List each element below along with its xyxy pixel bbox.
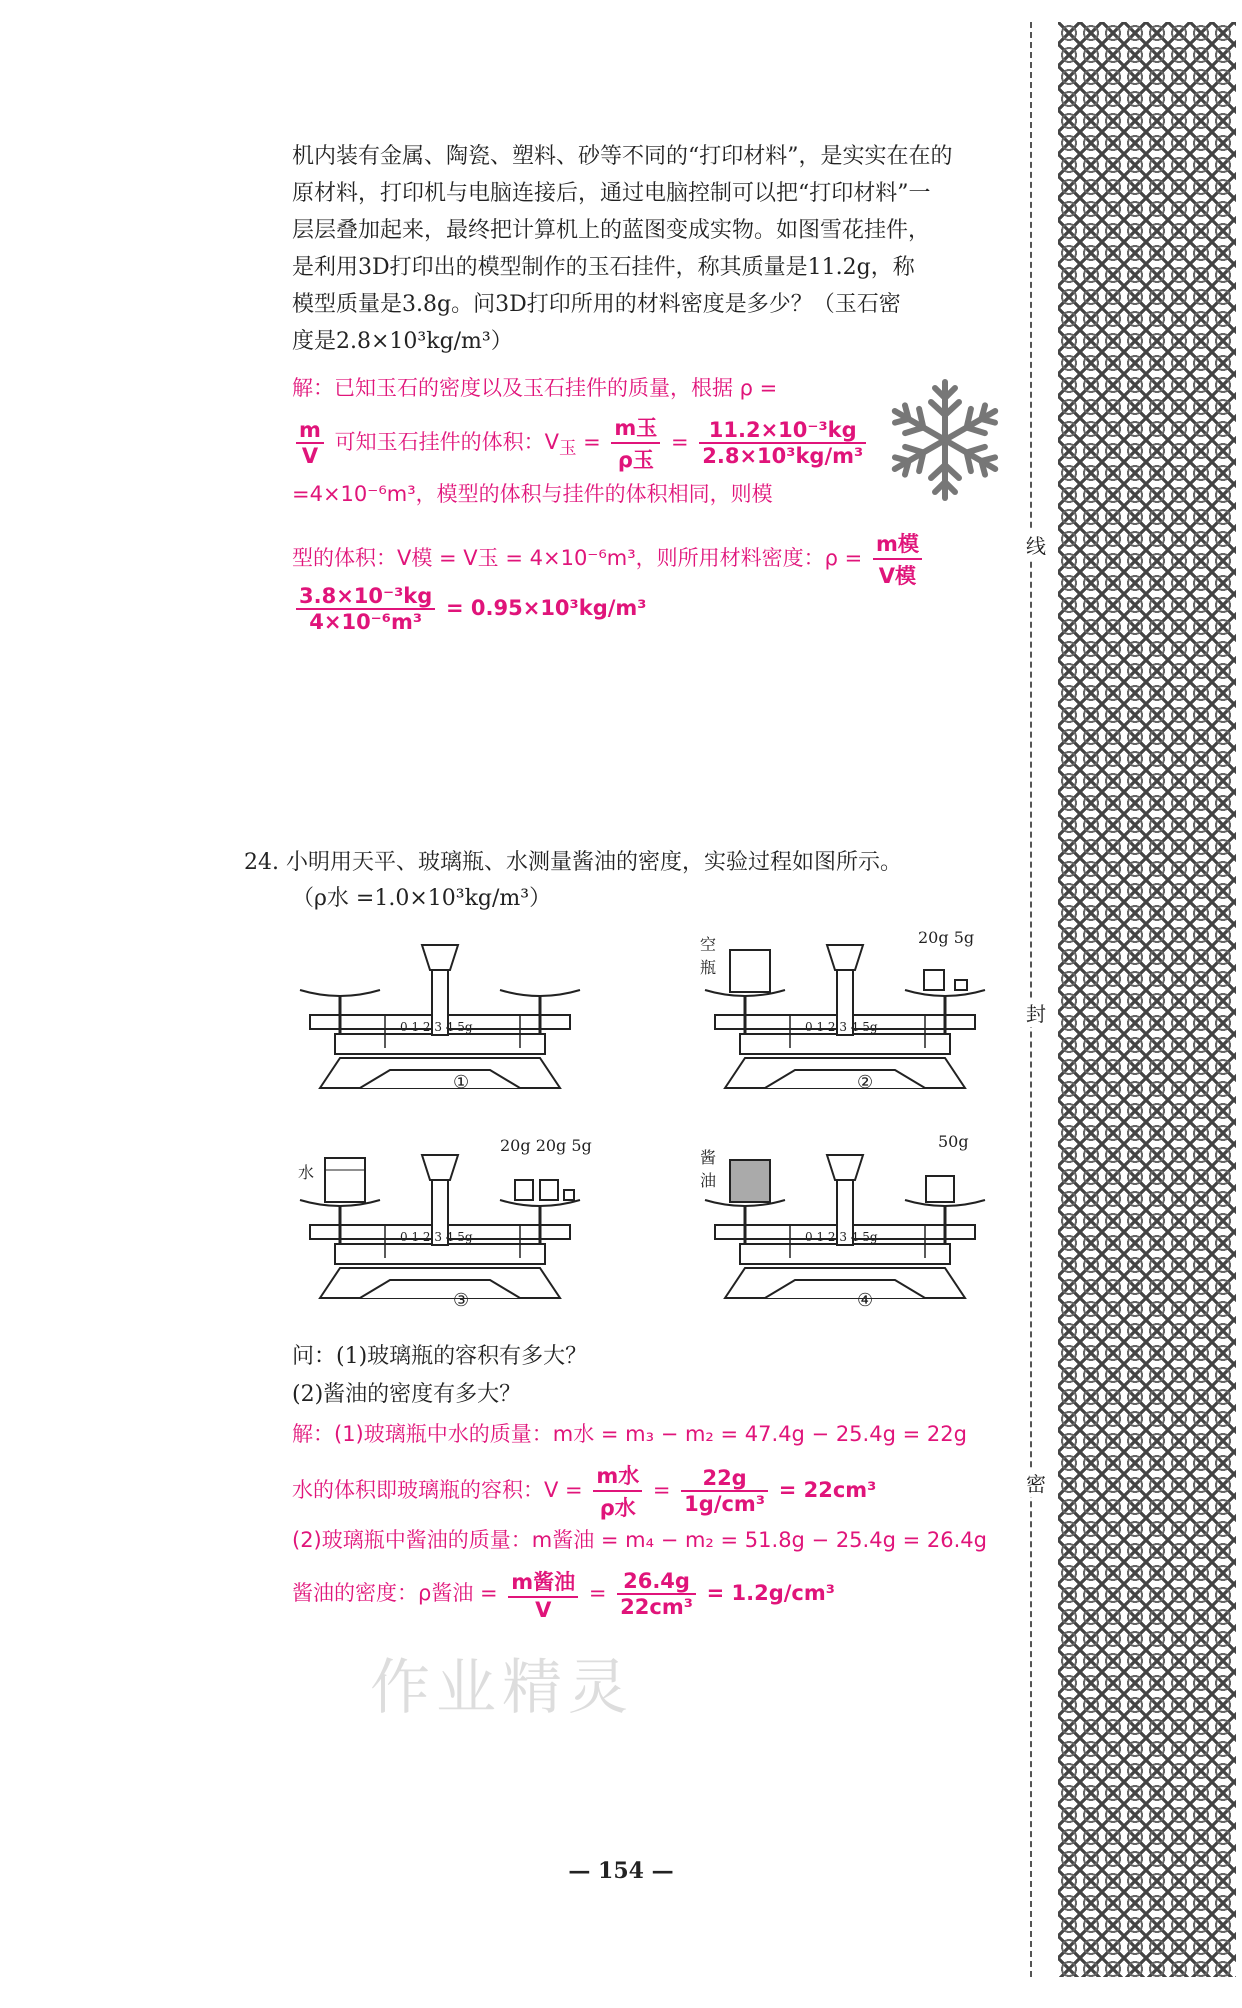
page-number: — 154 — xyxy=(568,1858,674,1884)
balance-4 xyxy=(705,1155,985,1298)
figure-label: 水 xyxy=(298,1163,315,1182)
p23-line: 是利用3D打印出的模型制作的玉石挂件，称其质量是11.2g，称 xyxy=(292,255,915,280)
fraction: $\frac{\text{11.2×10⁻³kg}}{\text{2.8×10³kg/m³}}$ xyxy=(699,418,866,468)
figure-label: 空瓶 xyxy=(700,935,717,977)
fraction: $\frac{\text{m酱油}}{V}$ xyxy=(508,1566,578,1622)
side-char: 线 xyxy=(1026,530,1046,559)
p23-line: 度是2.8×10³kg/m³） xyxy=(292,329,513,354)
fraction: $\frac{26.4g}{\text{22cm³}}$ xyxy=(617,1569,696,1619)
p24-sol-line4: 酱油的密度：ρ酱油 = $\frac{\text{m酱油}}{V}$ = $\frac{26.4g}{\text{22cm³}}$ = 1.2g/cm³ xyxy=(292,1566,835,1622)
figure-number: ④ xyxy=(857,1290,874,1311)
p23-sol-line5: $\frac{\text{3.8×10⁻³kg}}{\text{4×10⁻⁶m³}}$ = 0.95×10³kg/m³ xyxy=(292,584,646,634)
p24-sol-line2: 水的体积即玻璃瓶的容积：V = $\frac{\text{m水}}{\text{ρ水}}$ = $\frac{22g}{\text{1g/cm³}}$ = 22cm³ xyxy=(292,1460,876,1522)
fraction: $\frac{22g}{\text{1g/cm³}}$ xyxy=(681,1466,768,1516)
fraction: $\frac{\text{m水}}{\text{ρ水}}$ xyxy=(593,1460,642,1522)
figure-label: 酱油 xyxy=(700,1148,717,1190)
p24-q1: 问：(1)玻璃瓶的容积有多大？ xyxy=(292,1344,588,1369)
problem23-text xyxy=(292,138,1007,360)
p23-line: 模型质量是3.8g。问3D打印所用的材料密度是多少？（玉石密 xyxy=(292,292,901,317)
scale-ticks: 0 1 2 3 4 5g xyxy=(400,1230,473,1244)
fraction: $\frac{\text{m玉}}{\text{ρ玉}}$ xyxy=(611,412,660,474)
figure-number: ② xyxy=(857,1072,874,1093)
scale-ticks: 0 1 2 3 4 5g xyxy=(805,1230,878,1244)
p23-line: 层层叠加起来，最终把计算机上的蓝图变成实物。如图雪花挂件， xyxy=(292,218,931,243)
side-char: 密 xyxy=(1026,1468,1046,1497)
fraction: $\frac{\text{m模}}{\text{V模}}$ xyxy=(873,528,922,590)
balance-2 xyxy=(705,945,985,1088)
figure-number: ③ xyxy=(453,1290,470,1311)
p23-line: 机内装有金属、陶瓷、塑料、砂等不同的“打印材料”，是实实在在的 xyxy=(292,144,953,169)
balance-1 xyxy=(300,945,580,1088)
fraction: $\frac{\text{3.8×10⁻³kg}}{\text{4×10⁻⁶m³}}$ xyxy=(296,584,435,634)
side-char: 封 xyxy=(1026,998,1046,1027)
snowflake-icon xyxy=(880,375,1010,505)
p24-line2: （ρ水 =1.0×10³kg/m³） xyxy=(292,886,552,911)
weights-label: 20g 20g 5g xyxy=(500,1136,592,1155)
p23-sol-line3: =4×10⁻⁶m³，模型的体积与挂件的体积相同，则模 xyxy=(292,482,773,506)
weights-label: 50g xyxy=(938,1132,969,1151)
balance-3 xyxy=(300,1155,580,1298)
p24-q2: (2)酱油的密度有多大？ xyxy=(292,1382,522,1407)
p24-line1: 24. 小明用天平、玻璃瓶、水测量酱油的密度，实验过程如图所示。 xyxy=(244,850,902,875)
weights-label: 20g 5g xyxy=(918,928,975,947)
p23-line: 原材料，打印机与电脑连接后，通过电脑控制可以把“打印材料”一 xyxy=(292,181,931,206)
p24-sol-line1: 解：(1)玻璃瓶中水的质量：m水 = m₃ − m₂ = 47.4g − 25.4g = 22g xyxy=(292,1422,967,1446)
balance-figures xyxy=(290,930,1010,1350)
watermark: 作业精灵 xyxy=(370,1653,634,1723)
decorative-side-pattern xyxy=(1058,22,1236,1977)
p24-sol-line3: (2)玻璃瓶中酱油的质量：m酱油 = m₄ − m₂ = 51.8g − 25.4g = 26.4g xyxy=(292,1528,987,1552)
p23-sol-line1: 解：已知玉石的密度以及玉石挂件的质量，根据 ρ = xyxy=(292,376,778,400)
p23-sol-line2: $\frac{m}{V}$ 可知玉石挂件的体积：$V_玉$ = $\frac{\text{m玉}}{\text{ρ玉}}$ = $\frac{\text{11.2×10⁻³kg}}{\text{2.8×10³kg/m³}}$ xyxy=(292,412,870,474)
figure-number: ① xyxy=(453,1072,470,1093)
fraction: $\frac{m}{V}$ xyxy=(296,418,324,468)
scale-ticks: 0 1 2 3 4 5g xyxy=(400,1020,473,1034)
p23-sol-line4: 型的体积：V模 = V玉 = 4×10⁻⁶m³，则所用材料密度：ρ = $\frac{\text{m模}}{\text{V模}}$ xyxy=(292,528,926,590)
scale-ticks: 0 1 2 3 4 5g xyxy=(805,1020,878,1034)
